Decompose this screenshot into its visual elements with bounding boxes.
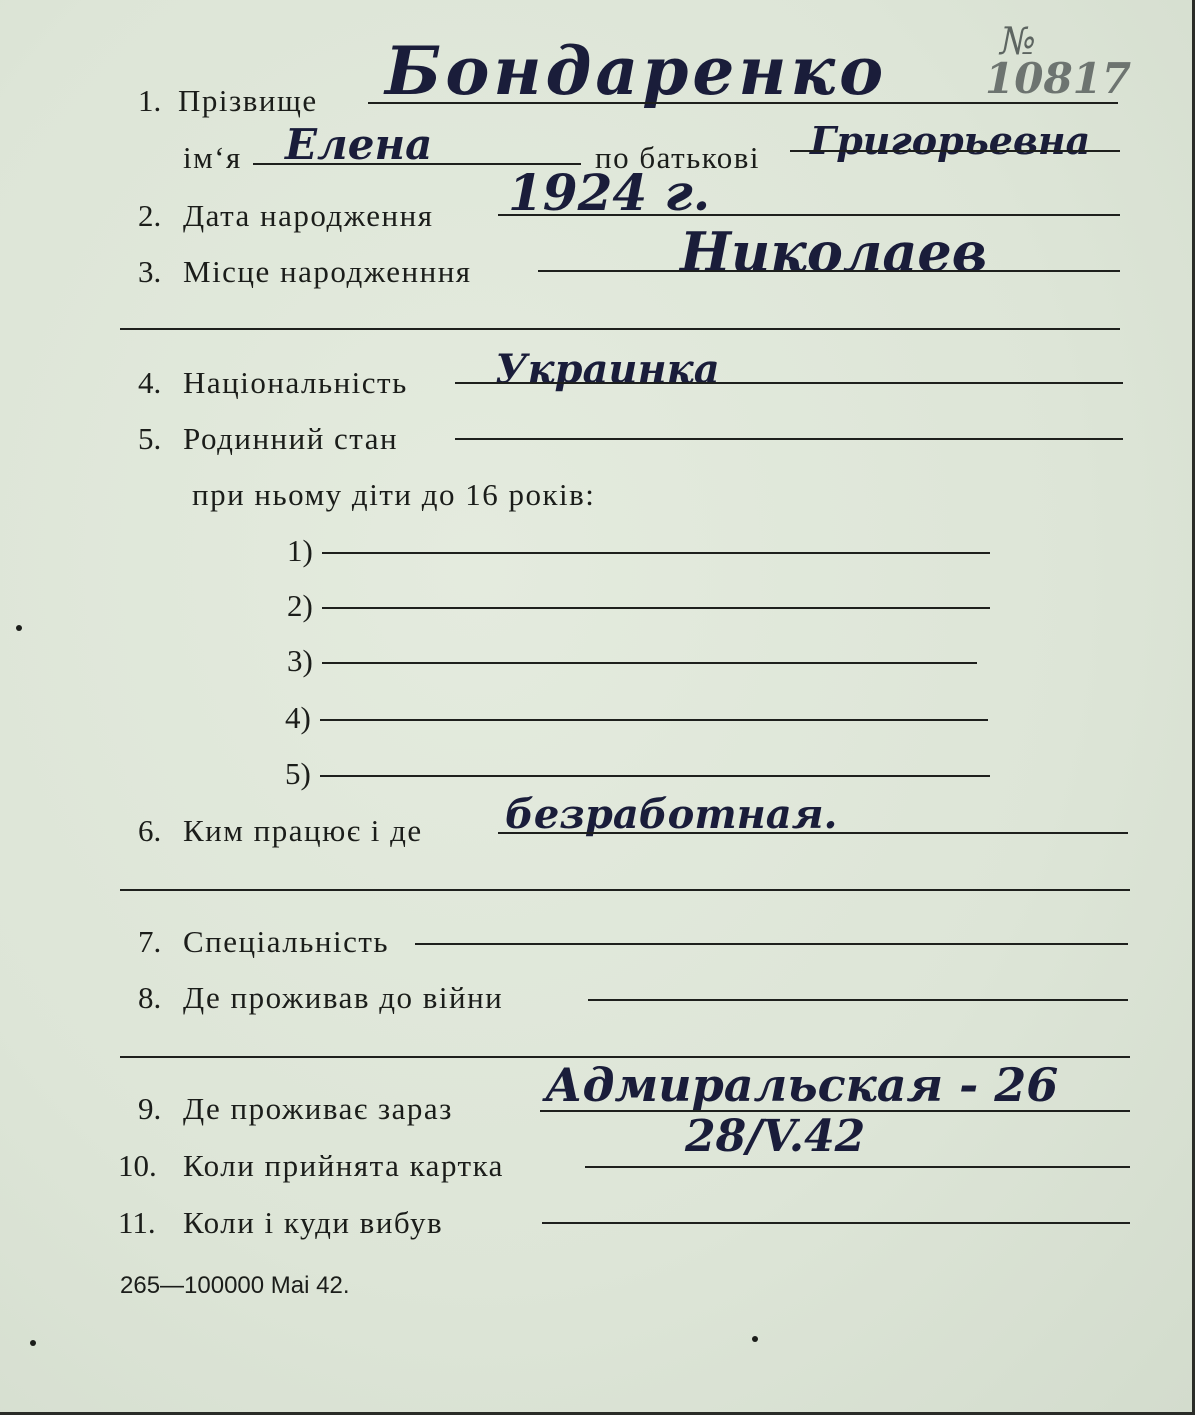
field-number-2: 2. — [138, 198, 162, 233]
work-value: безработная. — [505, 791, 838, 838]
current-residence-label: Де проживає зараз — [183, 1091, 453, 1126]
birth-place-label: Місце народженння — [183, 254, 472, 289]
child-3-line — [322, 662, 977, 664]
birth-date-line — [498, 214, 1120, 216]
surname-label: Прізвище — [178, 83, 318, 118]
patronymic-label: по батькові — [595, 140, 760, 175]
birth-date-value: 1924 г. — [508, 163, 711, 222]
card-accepted-line — [585, 1166, 1130, 1168]
field-number-11: 11. — [118, 1205, 156, 1240]
current-residence-value: Адмиральская - 26 — [545, 1058, 1059, 1112]
child-4-line — [320, 719, 988, 721]
field-number-7: 7. — [138, 924, 162, 959]
work-line — [498, 832, 1128, 834]
work-line-2 — [120, 889, 1130, 891]
birth-place-line — [538, 270, 1120, 272]
birth-place-value: Николаев — [680, 220, 988, 284]
children-label: при ньому діти до 16 років: — [192, 477, 596, 512]
work-label: Ким працює і де — [183, 813, 423, 848]
surname-value: Бондаренко — [385, 32, 888, 110]
field-number-9: 9. — [138, 1091, 162, 1126]
field-number-6: 6. — [138, 813, 162, 848]
specialty-line — [415, 943, 1128, 945]
specialty-label: Спеціальність — [183, 924, 390, 959]
child-3-label: 3) — [287, 643, 313, 678]
field-number-1: 1. — [138, 83, 162, 118]
name-label: ім‘я — [183, 140, 242, 175]
nationality-label: Національність — [183, 365, 408, 400]
card-accepted-value: 28/V.42 — [685, 1111, 866, 1162]
record-number-prefix: № — [1000, 19, 1036, 63]
name-value: Елена — [285, 120, 433, 169]
child-1-line — [322, 552, 990, 554]
child-4-label: 4) — [285, 700, 311, 735]
nationality-line — [455, 382, 1123, 384]
field-number-3: 3. — [138, 254, 162, 289]
child-5-line — [320, 775, 990, 777]
marital-status-label: Родинний стан — [183, 421, 399, 456]
surname-line — [368, 102, 1118, 104]
field-number-4: 4. — [138, 365, 162, 400]
child-2-label: 2) — [287, 588, 313, 623]
prewar-residence-label: Де проживав до війни — [183, 980, 504, 1015]
patronymic-value: Григорьевна — [810, 118, 1091, 163]
child-5-label: 5) — [285, 756, 311, 791]
record-number: 10817 — [985, 54, 1132, 103]
birth-date-label: Дата народження — [183, 198, 434, 233]
paper-mark — [16, 625, 22, 631]
departure-label: Коли і куди вибув — [183, 1205, 444, 1240]
marital-status-line — [455, 438, 1123, 440]
child-2-line — [322, 607, 990, 609]
card-accepted-label: Коли прийнята картка — [183, 1148, 504, 1183]
child-1-label: 1) — [287, 533, 313, 568]
field-number-8: 8. — [138, 980, 162, 1015]
paper-mark — [752, 1336, 758, 1342]
paper-mark — [30, 1340, 36, 1346]
birth-place-line-2 — [120, 328, 1120, 330]
field-number-5: 5. — [138, 421, 162, 456]
departure-line — [542, 1222, 1130, 1224]
print-info: 265—100000 Mai 42. — [120, 1272, 350, 1299]
prewar-residence-line — [588, 999, 1128, 1001]
patronymic-line — [790, 150, 1120, 152]
nationality-value: Украинка — [495, 346, 720, 393]
field-number-10: 10. — [118, 1148, 157, 1183]
